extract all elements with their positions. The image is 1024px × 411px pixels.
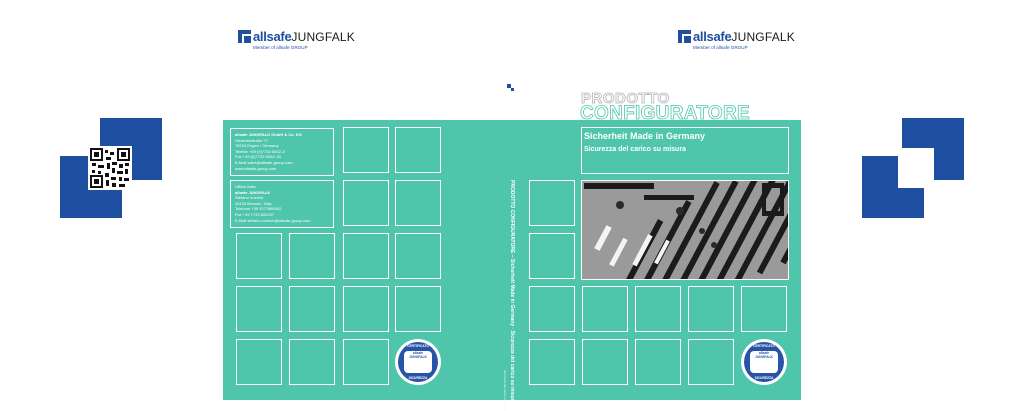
brand-member-line: Member of allsafe GROUP	[693, 45, 748, 50]
office-line: Fax +49 7733 500247	[235, 211, 275, 217]
spine-logo	[506, 84, 518, 114]
corner-bracket-icon	[862, 118, 966, 222]
back-cover-panel	[223, 120, 512, 400]
grid-box	[688, 286, 734, 332]
grid-box	[529, 180, 575, 226]
company-line: 78234 Engen / Germany	[235, 143, 279, 149]
badge-middle-text: allsafe JUNGFALK	[750, 351, 778, 373]
book-spine	[495, 120, 529, 411]
badge-bottom-text: SICUREZZA	[408, 376, 428, 380]
grid-box	[529, 286, 575, 332]
cover-title-top: PRODOTTO	[581, 90, 670, 107]
office-line: 25126 Brescia · Italy	[235, 200, 272, 206]
office-line: Stefano Vuerich	[235, 195, 264, 201]
qr-code-icon	[88, 146, 132, 190]
badge-middle-text: allsafe JUNGFALK	[404, 351, 432, 373]
grid-box	[289, 233, 335, 279]
grid-box	[395, 286, 441, 332]
grid-box	[236, 286, 282, 332]
grid-box	[529, 233, 575, 279]
grid-box	[395, 127, 441, 173]
grid-box	[635, 339, 681, 385]
office-address-box	[230, 180, 334, 228]
grid-box	[343, 339, 389, 385]
grid-box	[688, 339, 734, 385]
brand-name: allsafeJUNGFALK	[253, 29, 355, 44]
grid-box	[395, 180, 441, 226]
grid-box	[343, 286, 389, 332]
brand-name: allsafeJUNGFALK	[693, 29, 795, 44]
brand-logo-right	[678, 29, 795, 50]
grid-box	[236, 233, 282, 279]
spine-title: PRODOTTO CONFIGURATORE – Sicherheit Made in Germany · Sicurezza del carico su misura	[509, 180, 515, 404]
company-name: allsafe JUNGFALK GmbH & Co. KG	[235, 132, 302, 137]
office-line: Telefono +39 3277880052	[235, 206, 282, 212]
allsafe-logo-icon	[678, 30, 691, 43]
badge-bottom-text: SICUREZZA	[754, 376, 774, 380]
grid-box	[529, 339, 575, 385]
spine-small-text: Sicurezza del carico su misura	[503, 370, 507, 411]
cover-subtitle: Sicherheit Made in Germany	[584, 131, 706, 141]
grid-box	[289, 286, 335, 332]
office-name: allsafe JUNGFALK	[235, 189, 271, 195]
grid-box	[635, 286, 681, 332]
grid-box	[741, 286, 787, 332]
cover-subtitle-it: Sicurezza del carico su misura	[584, 146, 686, 153]
office-title: Ufficio Italia	[235, 184, 256, 189]
badge-top-text: CERTIFICATO	[407, 344, 429, 348]
company-line: Fax +49 (0)7733 5002–41	[235, 154, 282, 160]
product-photo	[582, 181, 788, 279]
grid-box	[236, 339, 282, 385]
certificate-badge	[741, 339, 787, 385]
company-address-box	[230, 128, 334, 176]
grid-box	[343, 180, 389, 226]
office-line: E-Mail stefano.vuerich@allsafe-group.com	[235, 217, 311, 223]
grid-box	[582, 286, 628, 332]
company-line: Telefon +49 (0)7733 5002–0	[235, 148, 286, 154]
grid-box	[395, 233, 441, 279]
grid-box	[582, 339, 628, 385]
allsafe-logo-icon	[238, 30, 251, 43]
grid-box	[289, 339, 335, 385]
company-line: Gewerbestraße 77	[235, 137, 269, 143]
badge-top-text: CERTIFICATO	[753, 344, 775, 348]
grid-box	[343, 233, 389, 279]
cover-title-main: CONFIGURATORE	[580, 103, 750, 124]
certificate-badge	[395, 339, 441, 385]
brand-logo-left	[238, 29, 355, 50]
company-line: E-Mail sales@allsafe-group.com	[235, 159, 293, 165]
company-line: www.allsafe-group.com	[235, 165, 277, 171]
brand-member-line: Member of allsafe GROUP	[253, 45, 308, 50]
grid-box	[343, 127, 389, 173]
